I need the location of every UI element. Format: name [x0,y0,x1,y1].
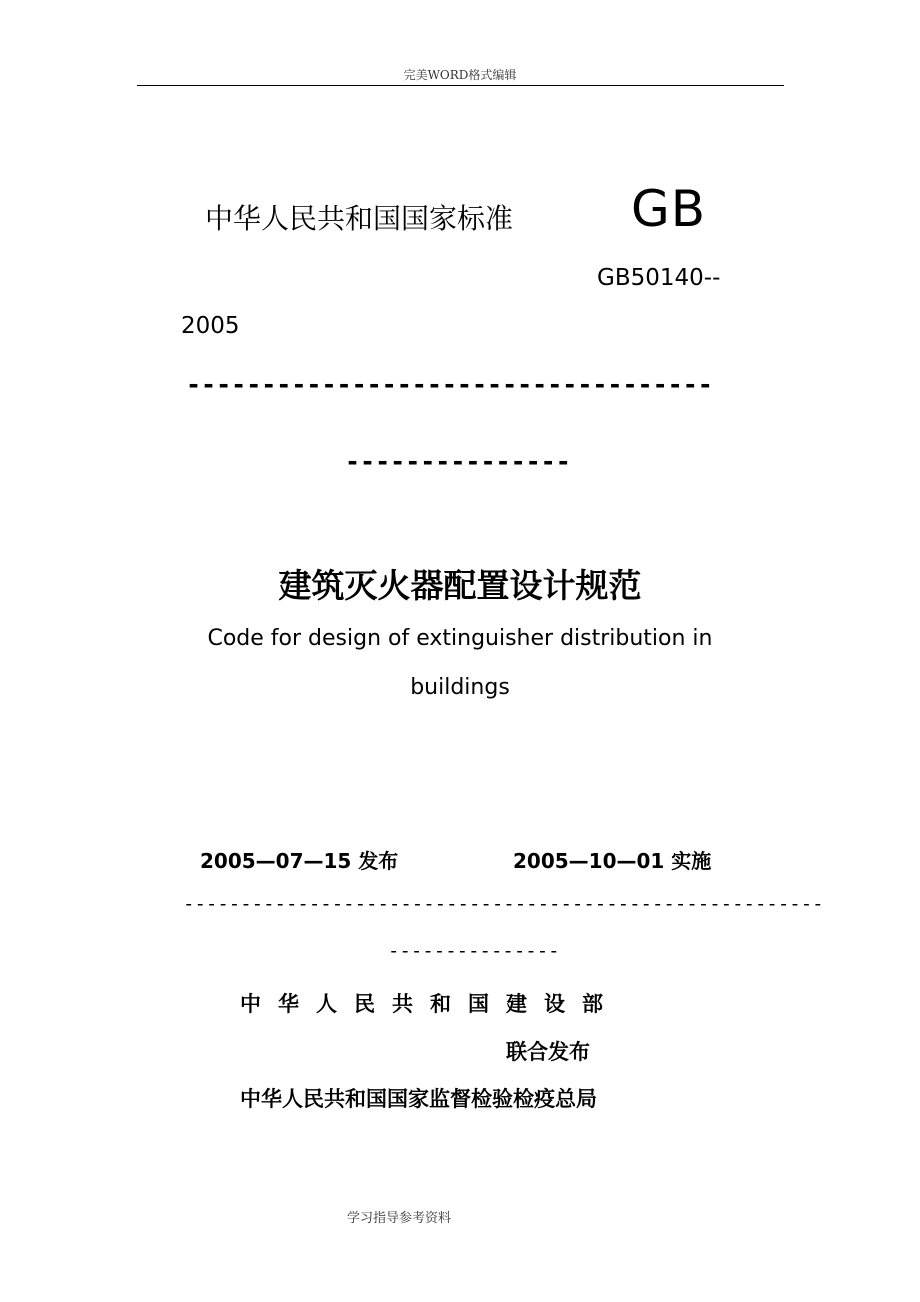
dash-separator-bottom: -------------------------------------------------------- [183,893,824,915]
standard-number: GB50140-- [597,265,721,291]
document-title-english-line2: buildings [410,675,510,700]
page-header-text: 完美WORD格式编辑 [403,68,517,82]
effective-date: 2005—10—01 实施 [513,849,712,873]
dash-separator-top-continued: --------------- [345,447,571,476]
gb-mark: GB [631,180,707,238]
dash-separator-top: ----------------------------------- [186,370,713,399]
document-title-chinese: 建筑灭火器配置设计规范 [278,566,642,605]
page-footer-text: 学习指导参考资料 [347,1211,452,1226]
issuer-ministry: 中华人民共和国建设部 [240,992,620,1016]
issuer-aqsiq: 中华人民共和国国家监督检验检疫总局 [240,1087,597,1111]
document-title-english-line1: Code for design of extinguisher distribution in [207,626,713,651]
standard-title: 中华人民共和国国家标准 [205,202,514,235]
joint-release-label: 联合发布 [506,1040,590,1064]
dash-separator-bottom-continued: --------------- [388,940,560,962]
standard-year: 2005 [181,313,240,339]
header-divider [137,85,784,86]
issue-date: 2005—07—15 发布 [200,849,399,873]
